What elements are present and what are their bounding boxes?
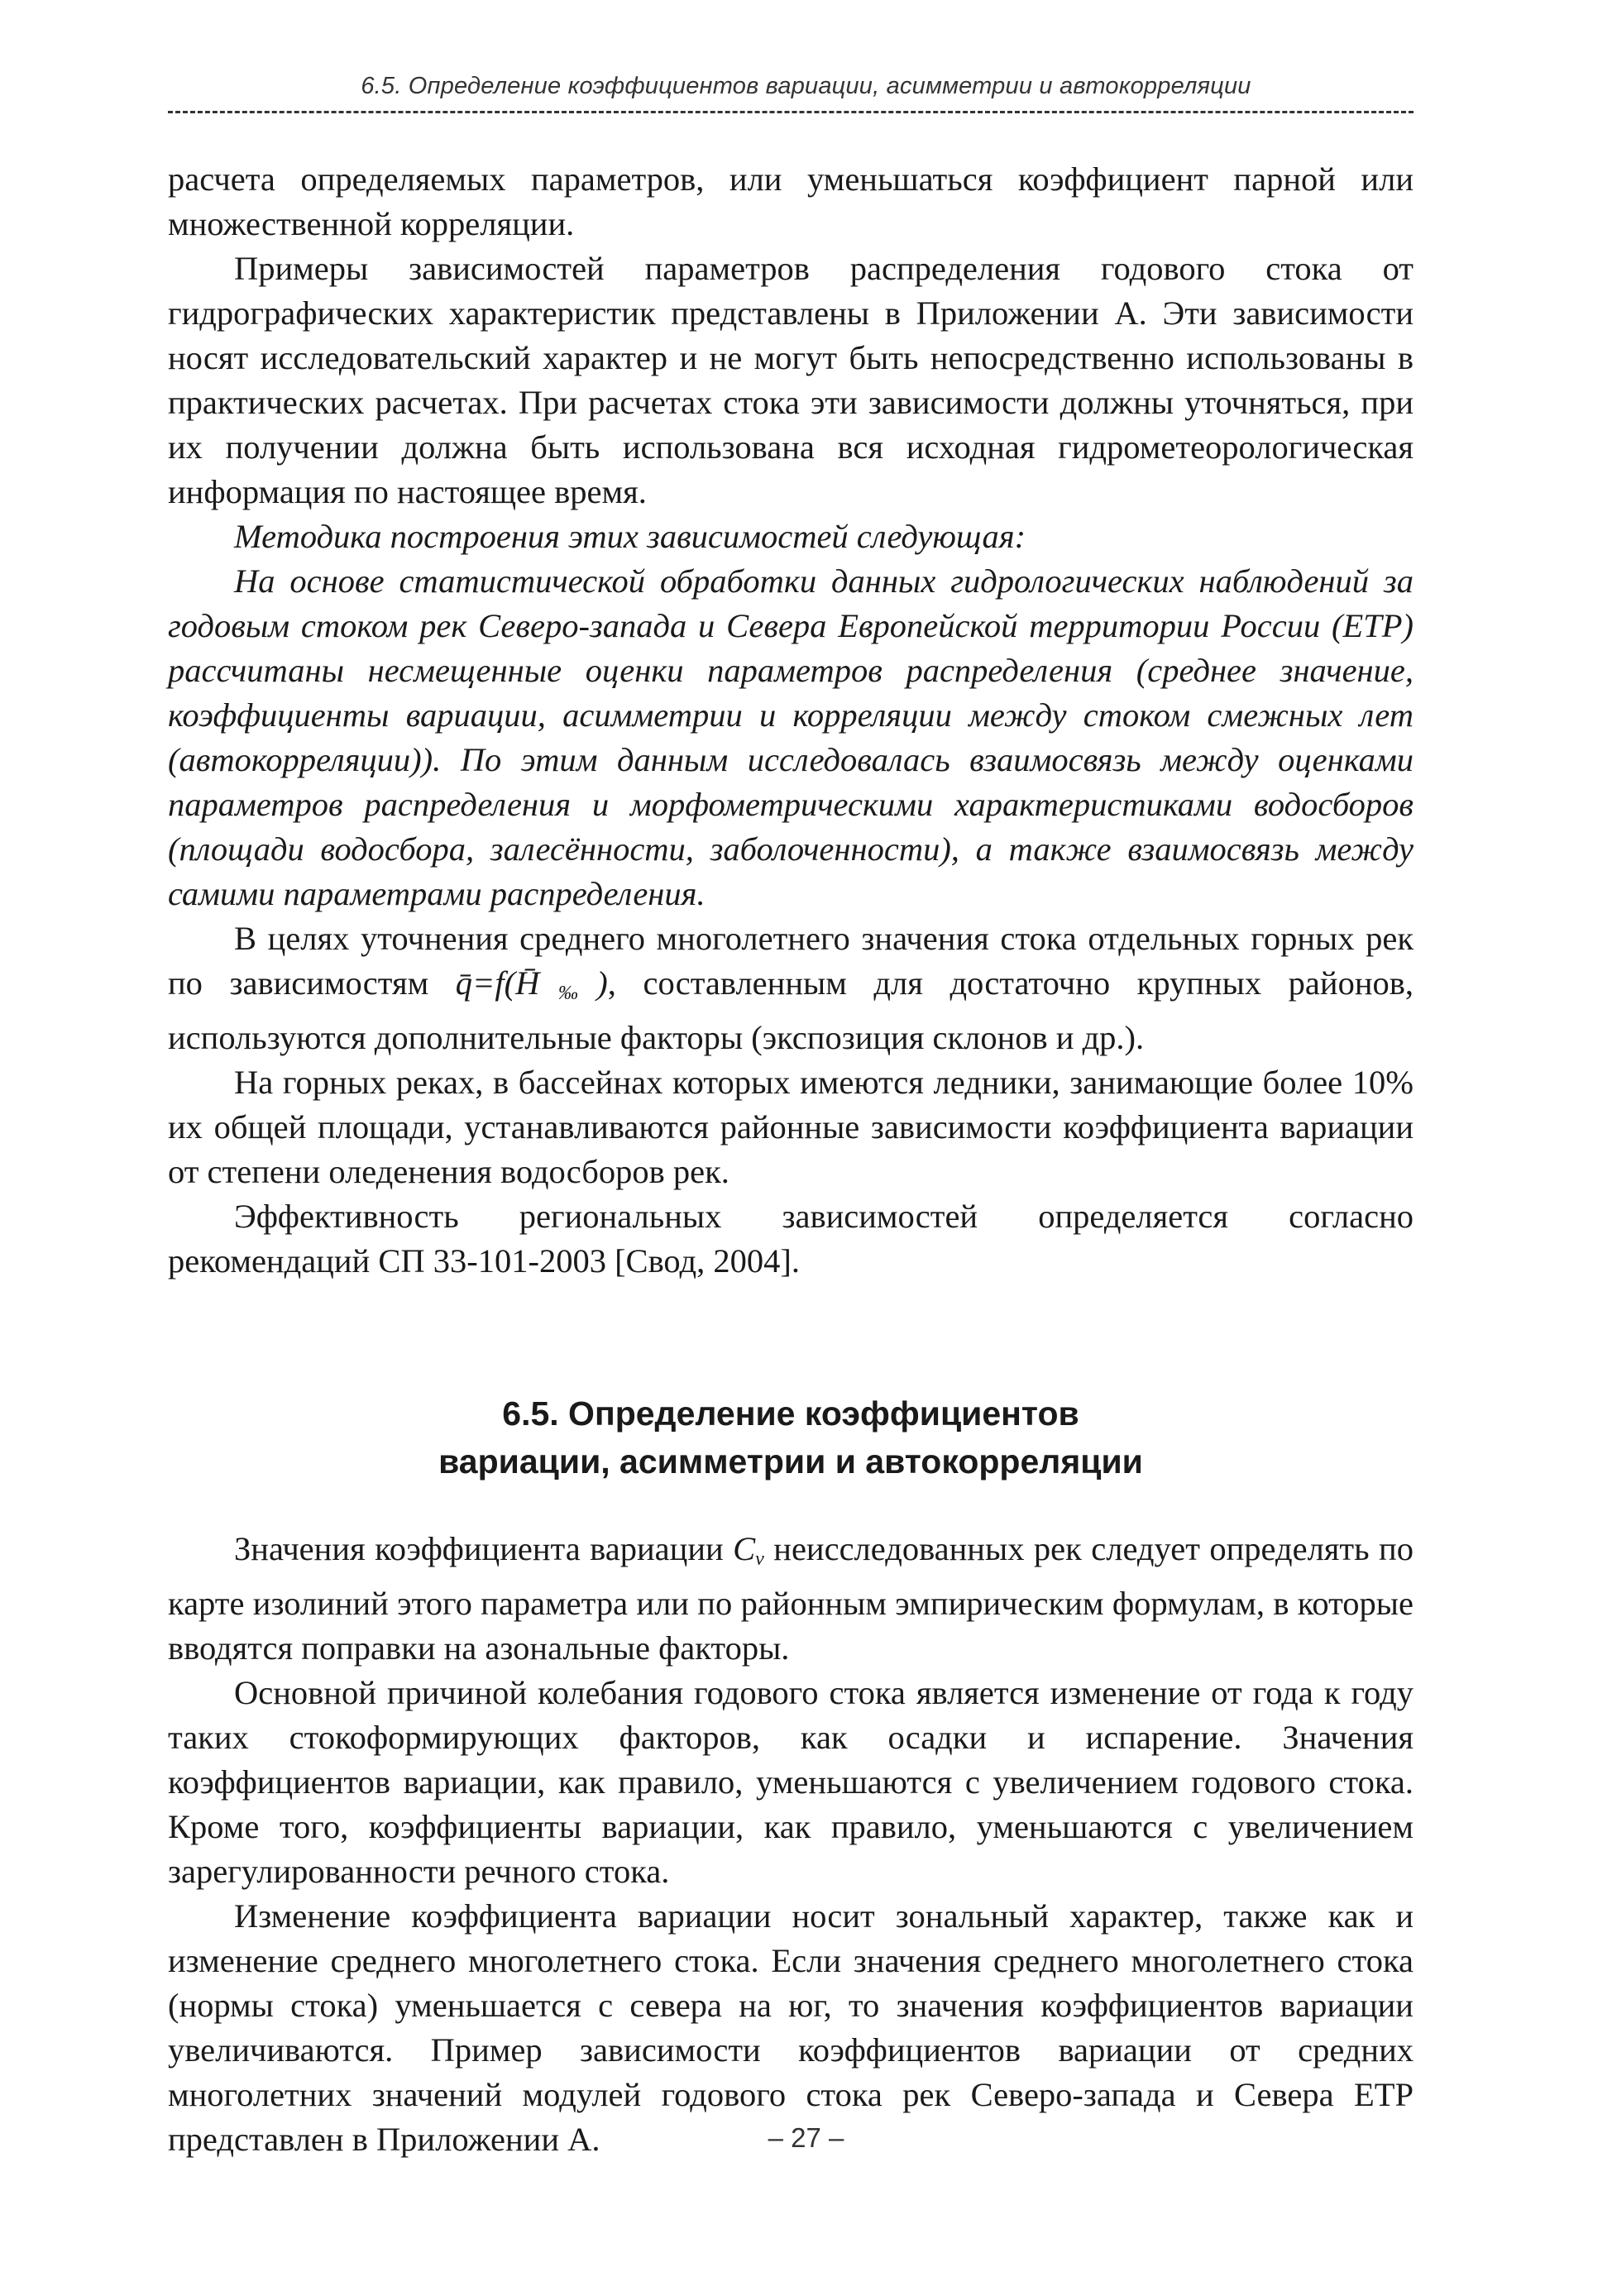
section-spacer-top [168,1284,1413,1390]
paragraph-9: Основной причиной колебания годового стока является изменение от года к году таких стокоформирующих факторов, как осадки и испарение. Значения коэффициентов вариации, как правило, уменьшаются с увеличением годового стока. Кроме того, коэффициенты вариации, как правило, уменьшаются с увеличением зарегулированности речного стока. [168,1674,1413,1890]
paragraph-method: На основе статистической обработки данных гидрологических наблюдений за годовым стоком рек Северо-запада и Севера Европейской территории России (ЕТР) рассчитаны несмещенные оценки параметров распределения (среднее значение, коэффициенты вариации, асимметрии и корреляции между стоком смежных лет (автокорреляции)). По этим данным исследовалась взаимосвязь между оценками параметров распределения и морфометрическими характеристиками водосборов (площади водосбора, залесённости, заболоченности), а также взаимосвязь между самими параметрами распределения. [168,562,1413,912]
section-spacer-bottom [168,1485,1413,1527]
section-title [168,1390,1413,1485]
formula-h: H̄ [515,964,540,1002]
paragraph-8 [168,1527,1413,1671]
paragraph-5-text-after: , составленным для достаточно крупных районов, используются дополнительные факторы (экспозиция склонов и др.). [168,964,1414,1056]
section-title-line-1: 6.5. Определение коэффициентов [502,1394,1079,1433]
paragraph-8-text-after: неисследованных рек следует определять по карте изолиний этого параметра или по районным эмпирическим формулам, в которые вводятся поправки на азональные факторы. [168,1530,1413,1667]
formula-eq: =f( [472,964,516,1002]
page-body [168,157,1413,2162]
formula-h-subscript: ‰ [539,983,597,1004]
formula-q: q̄ [455,964,473,1002]
paragraph-method-lead: Методика построения этих зависимостей следующая: [234,518,1026,555]
paragraph-1: расчета определяемых параметров, или уменьшаться коэффициент парной или множественной корреляции. [168,160,1413,242]
symbol-cv-subscript: v [755,1548,764,1570]
paragraph-5-text-before: В целях уточнения среднего многолетнего значения стока отдельных горных рек по зависимостям [168,920,1413,1002]
symbol-cv: C [733,1530,756,1567]
paragraph-8-text-before: Значения коэффициента вариации [234,1530,734,1567]
paragraph-5 [168,916,1413,1060]
paragraph-7: Эффективность региональных зависимостей определяется согласно рекомендаций СП 33-101-2003 [Свод, 2004]. [168,1198,1413,1280]
paragraph-6: На горных реках, в бассейнах которых имеются ледники, занимающие более 10% их общей площади, устанавливаются районные зависимости коэффициента вариации от степени оледенения водосборов рек. [168,1064,1413,1190]
formula-close: ) [596,964,608,1002]
running-header: 6.5. Определение коэффициентов вариации, асимметрии и автокорреляции [361,73,1251,99]
paragraph-2: Примеры зависимостей параметров распределения годового стока от гидрографических характеристик представлены в Приложении А. Эти зависимости носят исследовательский характер и не могут быть непосредственно использованы в практических расчетах. При расчетах стока эти зависимости должны уточняться, при их получении должна быть использована вся исходная гидрометеорологическая информация по настоящее время. [168,250,1413,510]
header-divider [168,111,1413,113]
paragraph-10: Изменение коэффициента вариации носит зональный характер, также как и изменение среднего многолетнего стока. Если значения среднего многолетнего стока (нормы стока) уменьшается с севера на юг, то значения коэффициентов вариации увеличиваются. Пример зависимости коэффициентов вариации от средних многолетних значений модулей годового стока рек Северо-запада и Севера ЕТР представлен в Приложении А. [168,1897,1413,2158]
page-number: – 27 – [768,2122,844,2153]
section-title-line-2: вариации, асимметрии и автокорреляции [438,1442,1143,1480]
